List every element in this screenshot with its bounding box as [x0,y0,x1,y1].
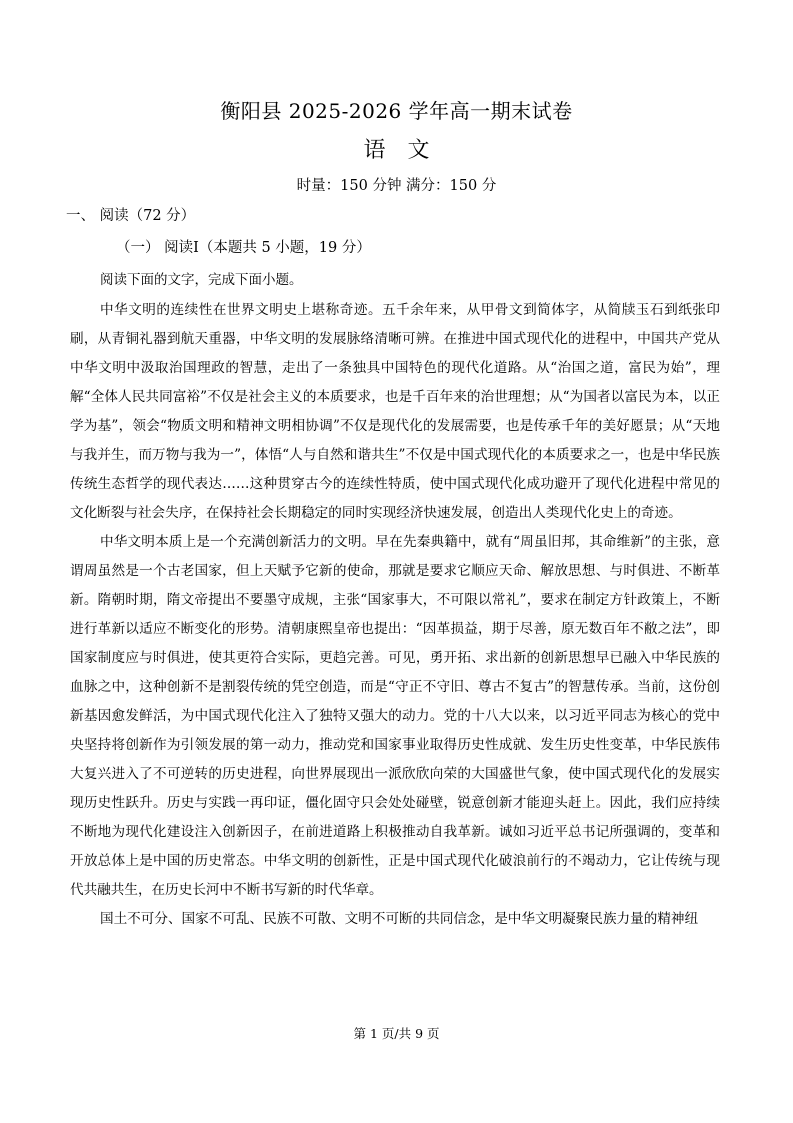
subsection-heading: （一） 阅读Ⅰ（本题共 5 小题，19 分） [116,240,371,256]
section-heading: 一、 阅读（72 分） [66,208,196,224]
page-footer: 第 1 页/共 9 页 [353,1026,440,1041]
passage-paragraph: 中华文明本质上是一个充满创新活力的文明。早在先秦典籍中，就有“周虽旧邦，其命维新”的主张，意谓周虽然是一个古老国家，但上天赋予它新的使命，那就是要求它顺应天命、解放思想、与时俱进、不断革新。隋朝时期，隋文帝提出不要墨守成规，主张“国家事大，不可限以常礼”，要求在制定方针政策上，不断进行革新以适应不断变化的形势。清朝康熙皇帝也提出：“因革损益，期于尽善，原无数百年不敝之法”，即国家制度应与时俱进，使其更符合实际，更趋完善。可见，勇开拓、求出新的创新思想早已融入中华民族的血脉之中，这种创新不是割裂传统的凭空创造，而是“守正不守旧、尊古不复古”的智慧传承。当前，这份创新基因愈发鲜活，为中国式现代化注入了独特又强大的动力。党的十八大以来，以习近平同志为核心的党中央坚持将创新作为引领发展的第一动力，推动党和国家事业取得历史性成就、发生历史性变革，中华民族伟大复兴进入了不可逆转的历史进程，向世界展现出一派欣欣向荣的大国盛世气象，使中国式现代化的发展实现历史性跃升。历史与实践一再印证，僵化固守只会处处碰壁，锐意创新才能迎头赶上。因此，我们应持续不断地为现代化建设注入创新因子，在前进道路上积极推动自我革新。诚如习近平总书记所强调的，变革和开放总体上是中国的历史常态。中华文明的创新性，正是中国式现代化破浪前行的不竭动力，它让传统与现代共融共生，在历史长河中不断书写新的时代华章。 [70,534,720,898]
passage-paragraph: 国土不可分、国家不可乱、民族不可散、文明不可断的共同信念，是中华文明凝聚民族力量的精神纽 [100,911,699,927]
reading-passage [70,296,720,934]
passage-paragraph: 中华文明的连续性在世界文明史上堪称奇迹。五千余年来，从甲骨文到简体字，从简牍玉石到纸张印刷，从青铜礼器到航天重器，中华文明的发展脉络清晰可辨。在推进中国式现代化的进程中，中国共产党从中华文明中汲取治国理政的智慧，走出了一条独具中国特色的现代化道路。从“治国之道，富民为始”，理解“全体人民共同富裕”不仅是社会主义的本质要求，也是千百年来的治世理想；从“为国者以富民为本，以正学为基”，领会“物质文明和精神文明相协调”不仅是现代化的发展需要，也是传承千年的美好愿景；从“天地与我并生，而万物与我为一”，体悟“人与自然和谐共生”不仅是中国式现代化的本质要求之一，也是中华民族传统生态哲学的现代表达……这种贯穿古今的连续性特质，使中国式现代化成功避开了现代化进程中常见的文化断裂与社会失序，在保持社会长期稳定的同时实现经济快速发展，创造出人类现代化史上的奇迹。 [70,302,720,521]
exam-title: 衡阳县 2025-2026 学年高一期末试卷 [220,99,573,123]
subject-heading: 语 文 [363,138,430,163]
exam-meta: 时量：150 分钟 满分：150 分 [296,178,497,194]
reading-instruction: 阅读下面的文字，完成下面小题。 [100,272,303,288]
